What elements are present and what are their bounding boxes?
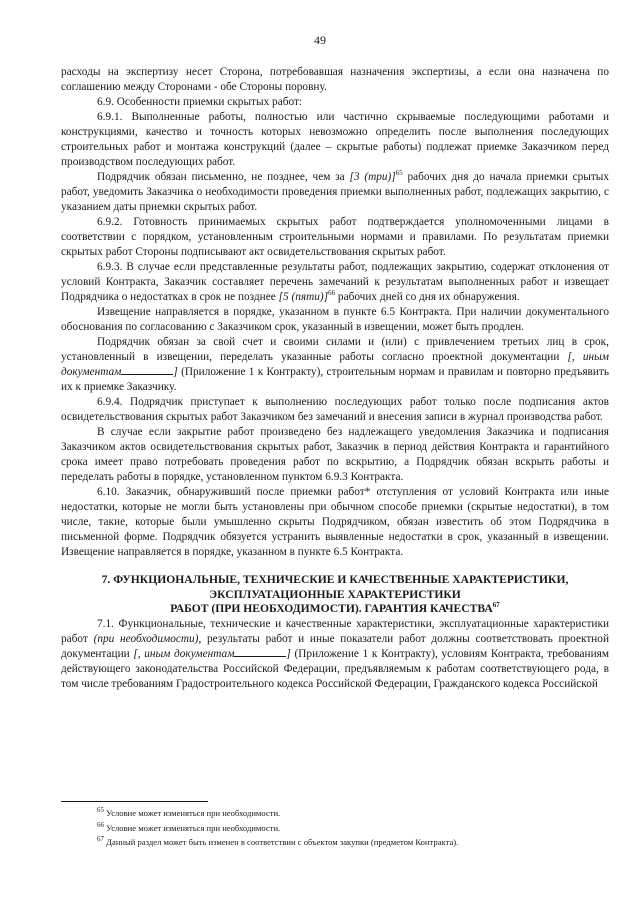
page-number: 49 bbox=[314, 33, 326, 47]
italic-term: [, иным документам ] bbox=[133, 647, 291, 660]
paragraph: 6.9. Особенности приемки скрытых работ: bbox=[97, 96, 303, 108]
paragraph: 6.9.2. Готовность принимаемых скрытых работ подтверждается уполномоченными лицами в соответствии с порядком, установленным строительными нормами и правилами. По результатам приемки скрытых работ Стороны подписывают акт освидетельствования скрытых работ. bbox=[61, 216, 609, 258]
footnote-ref: 66 bbox=[328, 289, 336, 298]
footnote-ref: 67 bbox=[492, 601, 500, 610]
section-heading: 7. ФУНКЦИОНАЛЬНЫЕ, ТЕХНИЧЕСКИЕ И КАЧЕСТВЕННЫЕ ХАРАКТЕРИСТИКИ, ЭКСПЛУАТАЦИОННЫЕ ХАРАКТЕРИСТИКИ РАБОТ (ПРИ НЕОБХОДИМОСТИ). ГАРАНТИЯ КАЧЕСТВА$^{67}$ bbox=[101, 573, 569, 615]
paragraph: 7.1. Функциональные, технические и качественные характеристики, эксплуатационные характеристики работ (при необходимости), результаты работ и иные показатели работ должны соответствовать проектной документации [, иным документам ] (Приложение 1 к Контракту), условиям Контракта, требованиям действующего законодательства Российской Федерации, предъявляемым к работам соответствующего рода, в том числе требованиям Градостроительного кодекса Российской Федерации, Гражданского кодекса Российской bbox=[61, 617, 609, 690]
paragraph: Подрядчик обязан письменно, не позднее, чем за [3 (три)]$^{65}$ рабочих дня до начала приемки срытых работ, уведомить Заказчика о необходимости проведения приемки выполненных работ, подлежащих закрытию, с указанием даты приемки скрытых работ. bbox=[61, 169, 609, 213]
paragraph: расходы на экспертизу несет Сторона, потребовавшая назначения экспертизы, а если она назначена по соглашению между Сторонами - обе Стороны поровну. bbox=[61, 66, 609, 93]
footnotes bbox=[97, 806, 617, 850]
blank-line bbox=[121, 365, 173, 375]
footnote: $^{67}$ Данный раздел может быть изменен в соответствии с объектом закупки (предметом Контракта). bbox=[97, 835, 459, 847]
italic-term: [5 (пяти)] bbox=[278, 291, 329, 303]
footnote: $^{65}$ Условие может изменяться при необходимости. bbox=[97, 806, 281, 818]
paragraph: 6.9.1. Выполненные работы, полностью или частично скрываемые последующими работами и конструкциями, качество и точность которых невозможно определить после выполнения последующих строительных работ и монтажа конструкций (далее – скрытые работы) подлежат приемке Заказчиком перед производством последующих работ. bbox=[61, 111, 609, 168]
paragraph: Извещение направляется в порядке, указанном в пункте 6.5 Контракта. При наличии документального обоснования по согласованию с Заказчиком срок, указанный в извещении, может быть продлен. bbox=[61, 306, 609, 333]
blank-line bbox=[234, 647, 286, 657]
paragraph: В случае если закрытие работ произведено без надлежащего уведомления Заказчика и подписания Заказчиком актов освидетельствования скрытых работ, Заказчик в период действия Контракта и гарантийного срока имеет право потребовать проведения работ по вскрытию, а Подрядчик обязан вскрыть работы и переделать работы в порядке, установленном пунктом 6.9.3 Контракта. bbox=[61, 426, 609, 483]
footnote-separator bbox=[61, 801, 208, 802]
italic-term: (при необходимости), bbox=[93, 632, 202, 645]
footnote-ref: 65 bbox=[395, 169, 403, 178]
paragraph: Подрядчик обязан за свой счет и своими силами и (или) с привлечением третьих лиц в срок, установленный в извещении, переделать указанные работы согласно проектной документации [, иным документам ] (Приложение 1 к Контракту), строительным нормам и правилам и повторно предъявить их к приемке Заказчику. bbox=[61, 336, 609, 393]
page-body bbox=[61, 65, 609, 692]
paragraph: 6.9.4. Подрядчик приступает к выполнению последующих работ только после подписания актов освидетельствования скрытых работ Заказчиком без замечаний и внесения записи в журнал производства работ. bbox=[61, 396, 609, 423]
footnote: $^{66}$ Условие может изменяться при необходимости. bbox=[97, 820, 281, 833]
italic-term: [3 (три)] bbox=[349, 171, 396, 183]
italic-term: [, иным документам ] bbox=[61, 351, 609, 378]
paragraph: 6.9.3. В случае если представленные результаты работ, подлежащих закрытию, содержат отклонения от условий Контракта, Заказчик составляет перечень замечаний к результатам выполненных работ и извещает Подрядчика о недостатках в срок не позднее [5 (пяти)]$^{66}$ рабочих дней со дня их обнаружения. bbox=[61, 261, 609, 303]
paragraph: 6.10. Заказчик, обнаруживший после приемки работ* отступления от условий Контракта или иные недостатки, которые не могли быть установлены при обычном способе приемки (скрытые недостатки), в том числе, такие, которые были умышленно скрыты Подрядчиком, обязан известить об этом Подрядчика в письменной форме. Подрядчик обязуется устранить выявленные недостатки в срок, указанный в извещении. Извещение направляется в порядке, указанном в пункте 6.5 Контракта. bbox=[61, 486, 609, 558]
